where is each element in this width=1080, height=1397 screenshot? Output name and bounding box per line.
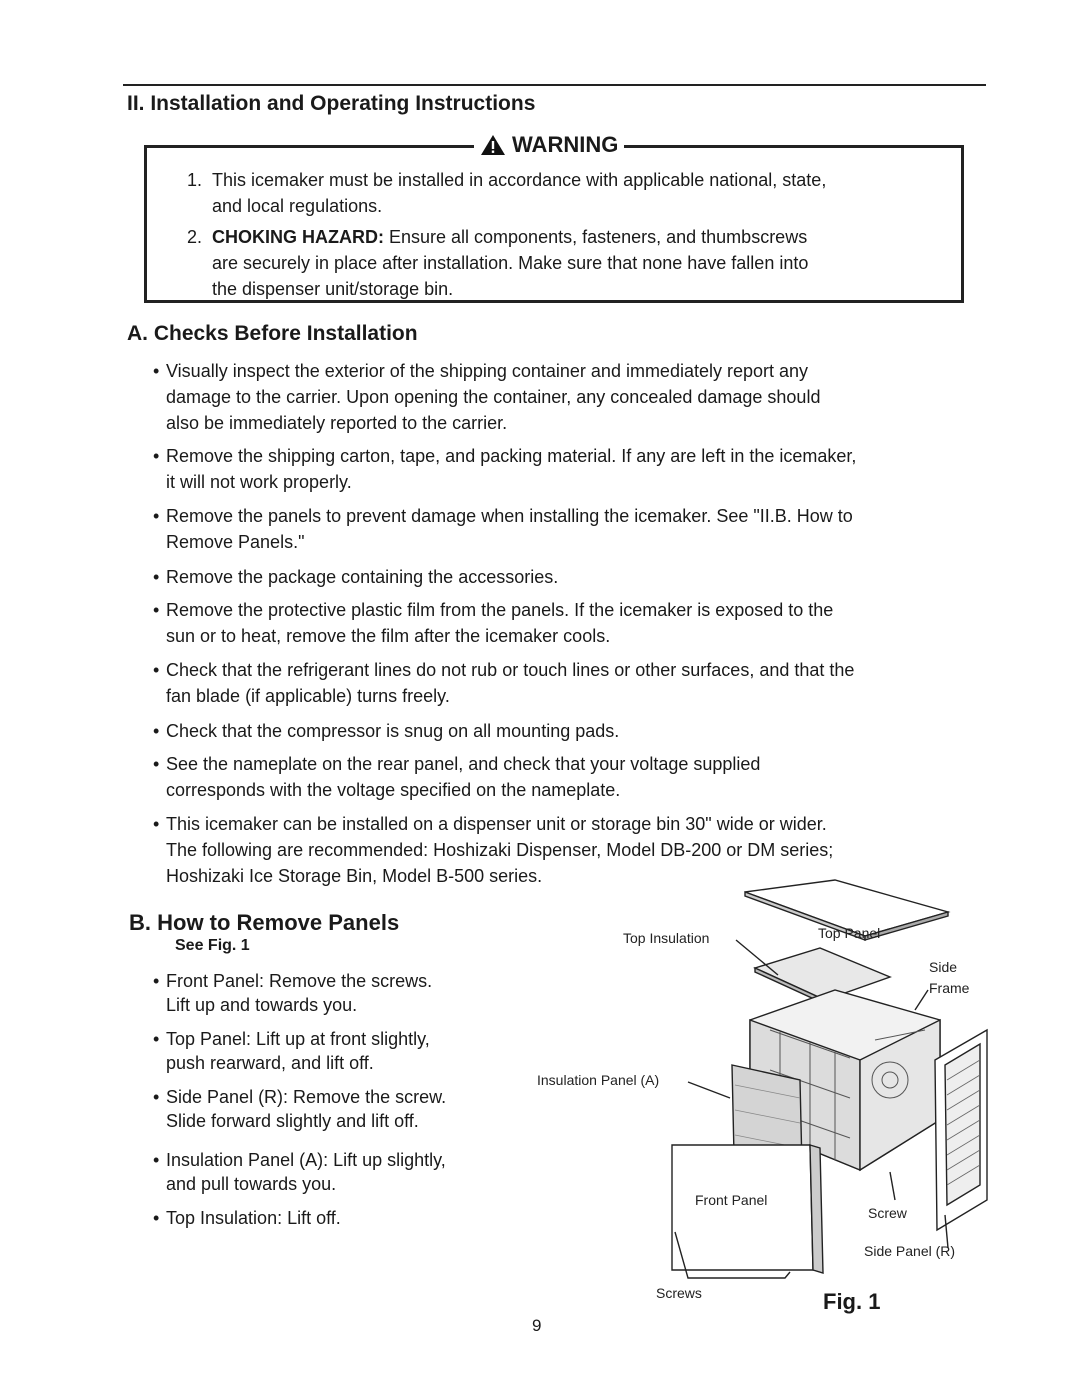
checks-bullet-3: • Remove the panels to prevent damage when installing the icemaker. See "II.B. How to Remove Panels." xyxy=(153,506,853,552)
label-side: Side xyxy=(929,959,958,975)
label-screw: Screw xyxy=(868,1205,907,1221)
section-title: II. Installation and Operating Instructions xyxy=(127,92,536,115)
label-side-panel-r: Side Panel (R) xyxy=(864,1243,956,1259)
checks-bullet-8: • See the nameplate on the rear panel, and check that your voltage supplied corresponds with the voltage specified on the nameplate. xyxy=(153,754,761,800)
label-front-panel: Front Panel xyxy=(695,1192,768,1208)
remove-bullet-3: • Side Panel (R): Remove the screw. Slide forward slightly and lift off. xyxy=(153,1087,447,1131)
label-insulation-panel-a: Insulation Panel (A) xyxy=(537,1072,660,1088)
top-rule xyxy=(123,84,986,86)
checks-bullet-7: • Check that the compressor is snug on all mounting pads. xyxy=(153,721,620,741)
figure-caption: Fig. 1 xyxy=(823,1289,881,1314)
checks-bullet-6: • Check that the refrigerant lines do not rub or touch lines or other surfaces, and that the fan blade (if applicable) turns freely. xyxy=(153,660,855,706)
see-fig-label: See Fig. 1 xyxy=(175,937,250,954)
remove-bullet-4: • Insulation Panel (A): Lift up slightly, and pull towards you. xyxy=(153,1150,446,1194)
checks-bullet-5: • Remove the protective plastic film from the panels. If the icemaker is exposed to the sun or to heat, remove the film after the icemaker cools. xyxy=(153,600,834,646)
remove-bullet-2: • Top Panel: Lift up at front slightly, push rearward, and lift off. xyxy=(153,1029,430,1073)
remove-panels-heading: B. How to Remove Panels xyxy=(129,910,400,935)
label-top-panel: Top Panel xyxy=(818,925,881,941)
warning-triangle-icon xyxy=(480,134,506,156)
warning-label: WARNING xyxy=(512,132,619,157)
warning-heading xyxy=(474,132,624,158)
remove-bullet-5: • Top Insulation: Lift off. xyxy=(153,1208,341,1228)
page-number: 9 xyxy=(532,1316,542,1335)
warning-item-2: 2. CHOKING HAZARD: Ensure all components, fasteners, and thumbscrews are securely in place after installation. Make sure that none have fallen into the dispenser unit/storage bin. xyxy=(187,227,809,299)
label-top-insulation: Top Insulation xyxy=(623,930,710,946)
label-screws: Screws xyxy=(656,1285,702,1301)
checks-bullet-2: • Remove the shipping carton, tape, and packing material. If any are left in the icemaker, it will not work properly. xyxy=(153,446,857,492)
checks-bullet-4: • Remove the package containing the accessories. xyxy=(153,567,559,587)
choking-hazard-label: CHOKING HAZARD: xyxy=(212,227,384,247)
warning-item-1: 1. This icemaker must be installed in accordance with applicable national, state, and local regulations. xyxy=(187,170,827,216)
label-frame: Frame xyxy=(929,980,970,996)
checks-bullet-9: • This icemaker can be installed on a dispenser unit or storage bin 30" wide or wider. The following are recommended: Hoshizaki Dispenser, Model DB-200 or DM series; Hoshizaki Ice Storage Bin, Model B-500 series. xyxy=(153,814,834,886)
checks-heading: A. Checks Before Installation xyxy=(127,322,418,345)
remove-bullet-1: • Front Panel: Remove the screws. Lift up and towards you. xyxy=(153,971,433,1015)
top-insulation-shape xyxy=(755,948,890,1000)
checks-bullet-1: • Visually inspect the exterior of the shipping container and immediately report any damage to the carrier. Upon opening the container, any concealed damage should also be immediately reported to the carrier. xyxy=(153,361,821,433)
